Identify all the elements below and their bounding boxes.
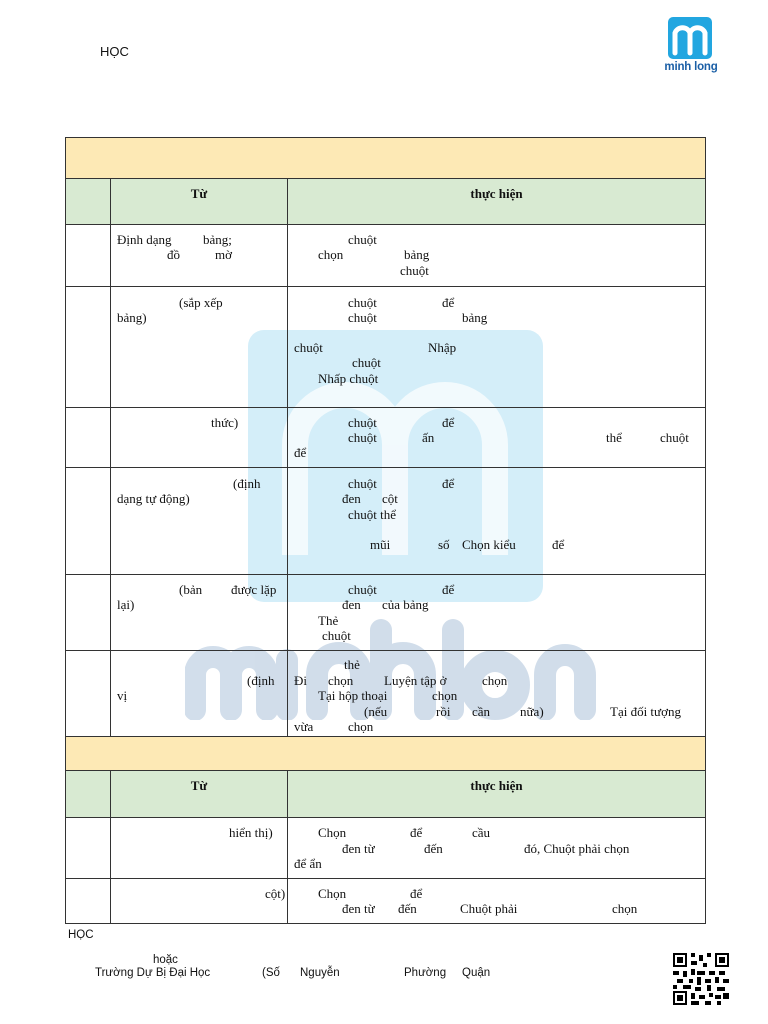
table-row: thức) chuột để chuột ấn thể chuột để bbox=[66, 408, 706, 468]
footer-address-so: (Số bbox=[262, 967, 280, 979]
col-header-thuc-hien: thực hiện bbox=[288, 179, 706, 225]
table-row: (định vị thẻ Đi chọn Luyện tập ở chọn Tại hộp thoại chọn (nếu rồi cần nữa) Tại đối tượng vừa chọn bbox=[66, 651, 706, 742]
table-row: (định dạng tự động) chuột để đen cột chuột thể mũi số Chọn kiểu để bbox=[66, 468, 706, 575]
col-header-tu: Từ bbox=[111, 179, 288, 225]
table-row: cột) Chọn để đen từ đến Chuột phải chọn bbox=[66, 879, 706, 924]
footer-address-street: Nguyễn bbox=[300, 967, 340, 979]
footer-address-ward: Phường bbox=[404, 967, 447, 979]
table-title-band bbox=[66, 138, 706, 179]
col-header-index bbox=[66, 771, 111, 818]
footer-school: Trường Dự Bị Đại Học bbox=[95, 967, 211, 979]
shortcut-table-1 bbox=[65, 137, 706, 742]
minh-long-logo bbox=[656, 17, 726, 79]
shortcut-table-2 bbox=[65, 736, 706, 924]
qr-code-icon bbox=[673, 953, 729, 1005]
footer-word-hoac: hoặc bbox=[153, 954, 178, 966]
logo-m-icon bbox=[668, 17, 712, 59]
table-row: (sắp xếp bảng) chuột để chuột bảng chuột Nhập chuột Nhấp chuột bbox=[66, 287, 706, 408]
logo-wordmark: minh long bbox=[664, 61, 718, 73]
footer-address-district: Quận bbox=[462, 967, 491, 979]
table-title-band bbox=[66, 737, 706, 771]
col-header-tu: Từ bbox=[111, 771, 288, 818]
col-header-thuc-hien: thực hiện bbox=[288, 771, 706, 818]
table-row: (bản được lặp lại) chuột để đen của bảng Thẻ chuột bbox=[66, 575, 706, 651]
table-row: hiển thị) Chọn để cầu đen từ đến đó, Chuột phải chọn để ẩn bbox=[66, 818, 706, 879]
footer-title: HỌC bbox=[68, 929, 94, 941]
header-title: HỌC bbox=[100, 44, 129, 59]
col-header-index bbox=[66, 179, 111, 225]
table-row: Định dạng bảng; đồ mờ chuột chọn bảng chuột bbox=[66, 225, 706, 287]
